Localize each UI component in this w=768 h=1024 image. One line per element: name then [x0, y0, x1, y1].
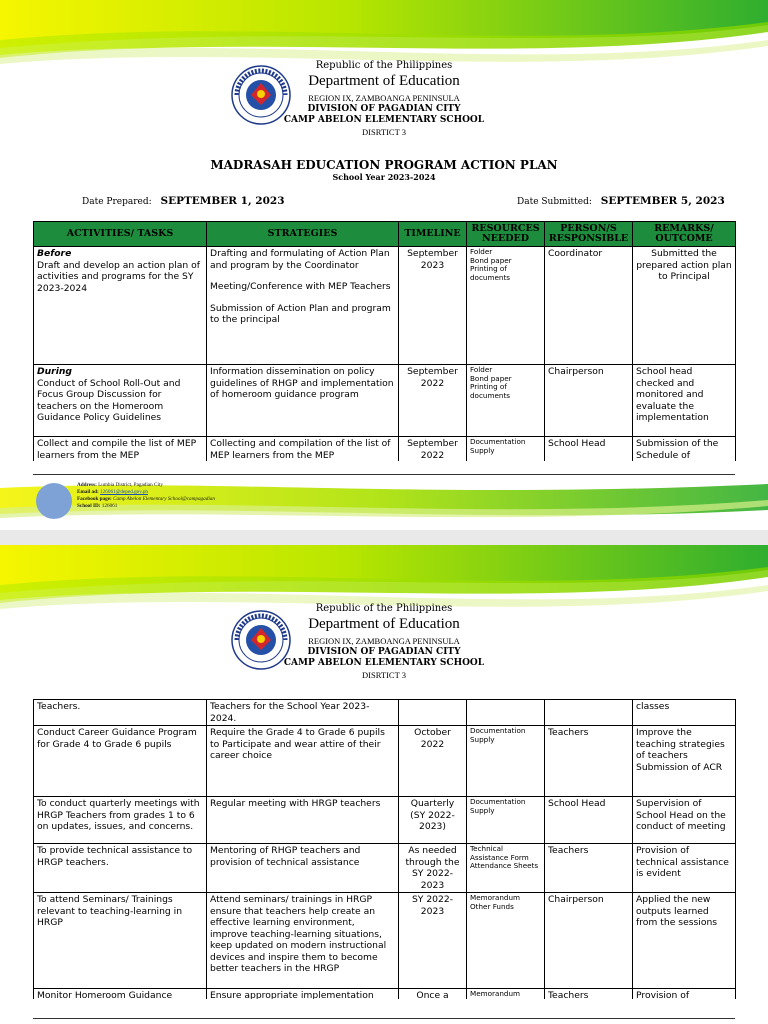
- date-prepared-value: SEPTEMBER 1, 2023: [160, 195, 285, 207]
- activity-cell: [34, 247, 207, 365]
- resources-cell: [467, 797, 545, 844]
- resource-item: Supply: [470, 734, 495, 744]
- footer-email-label: Email ad:: [77, 489, 99, 496]
- activity-cell: Conduct Career Guidance Program for Grade 4 to Grade 6 pupils: [34, 726, 207, 797]
- header-school: CAMP ABELON ELEMENTARY SCHOOL: [283, 658, 485, 668]
- timeline-cell: As needed through the SY 2022-2023: [399, 844, 467, 893]
- strategies-cell: Teachers for the School Year 2023-2024.: [207, 700, 399, 726]
- header-district: DISRTICT 3: [362, 670, 406, 680]
- school-year: School Year 2023-2024: [332, 172, 436, 182]
- action-plan-table-page-2-clip: [0, 699, 768, 999]
- resource-item: Bond paper: [470, 373, 512, 383]
- header-district: DISRTICT 3: [362, 127, 406, 137]
- table-row: [34, 247, 736, 365]
- column-header: ACTIVITIES/ TASKS: [34, 222, 207, 247]
- header-division: DIVISION OF PAGADIAN CITY: [307, 104, 461, 114]
- resources-cell: [467, 247, 545, 365]
- phase-label: Before: [37, 248, 72, 259]
- strategies-cell: Mentoring of RHGP teachers and provision of technical assistance: [207, 844, 399, 893]
- footer-address-label: Address:: [77, 482, 97, 488]
- resource-item: Folder: [470, 247, 493, 256]
- resource-item: Bond paper: [470, 255, 512, 265]
- remarks-cell: Applied the new outputs learned from the sessions: [633, 893, 736, 989]
- timeline-cell: Quarterly (SY 2022-2023): [399, 797, 467, 844]
- footer-address: Lumbia District, Pagadian City: [98, 482, 163, 488]
- person-cell: School Head: [545, 437, 633, 462]
- date-prepared-label: Date Prepared:: [82, 197, 152, 207]
- activity-cell: To provide technical assistance to HRGP teachers.: [34, 844, 207, 893]
- footer-email-link[interactable]: 126061@deped.gov.ph: [100, 489, 149, 496]
- resource-item: Documentation: [470, 437, 526, 446]
- activity-cell: Collect and compile the list of MEP learners from the MEP: [34, 437, 207, 462]
- remarks-cell: Provision of: [633, 989, 736, 1000]
- person-cell: Chairperson: [545, 365, 633, 437]
- resources-cell: [467, 893, 545, 989]
- activity-cell: To attend Seminars/ Trainings relevant to teaching-learning in HRGP: [34, 893, 207, 989]
- remarks-cell: Provision of technical assistance is evident: [633, 844, 736, 893]
- document-title: MADRASAH EDUCATION PROGRAM ACTION PLAN: [210, 158, 558, 172]
- resources-cell: [467, 700, 545, 726]
- phase-label: During: [37, 366, 72, 377]
- activity-cell: Monitor Homeroom Guidance: [34, 989, 207, 1000]
- page-gap: [0, 530, 768, 545]
- resource-item: Attendance Sheets: [470, 861, 539, 871]
- table-row: [34, 700, 736, 726]
- table-header-row: [34, 222, 736, 247]
- remarks-cell: Submission of the Schedule of: [633, 437, 736, 462]
- header-republic: Republic of the Philippines: [315, 60, 453, 71]
- strategy-text: Submission of Action Plan and program to the principal: [210, 302, 391, 325]
- timeline-cell: September 2022: [399, 437, 467, 462]
- column-header: RESOURCES NEEDED: [467, 222, 545, 247]
- header-division: DIVISION OF PAGADIAN CITY: [307, 647, 461, 657]
- resources-cell: [467, 844, 545, 893]
- resources-cell: [467, 726, 545, 797]
- table-row: [34, 365, 736, 437]
- footer-divider: [33, 1018, 735, 1019]
- footer-facebook: Camp Abelon Elementary School@campagadian: [113, 496, 215, 503]
- person-cell: Chairperson: [545, 893, 633, 989]
- table-row: [34, 893, 736, 989]
- footer-school-id: 126061: [101, 503, 118, 510]
- person-cell: Teachers: [545, 844, 633, 893]
- resource-item: Documentation: [470, 726, 526, 735]
- table-row: [34, 989, 736, 1000]
- activity-cell: To conduct quarterly meetings with HRGP Teachers from grades 1 to 6 on updates, issues, and concerns.: [34, 797, 207, 844]
- resource-item: Memorandum: [470, 893, 521, 902]
- action-plan-table: [33, 221, 736, 461]
- resource-item: Technical Assistance Form: [470, 844, 529, 862]
- date-submitted-label: Date Submitted:: [517, 197, 592, 207]
- header-region: REGION IX, ZAMBOANGA PENINSULA: [308, 636, 460, 646]
- column-header: TIMELINE: [399, 222, 467, 247]
- strategy-text: Meeting/Conference with MEP Teachers: [210, 281, 391, 292]
- action-plan-table-page-1-clip: [0, 221, 768, 461]
- remarks-cell: Improve the teaching strategies of teachers Submission of ACR: [633, 726, 736, 797]
- table-row: [34, 726, 736, 797]
- strategies-cell: [207, 437, 399, 462]
- person-cell: Teachers: [545, 989, 633, 1000]
- header-department: Department of Education: [308, 73, 460, 89]
- header-region: REGION IX, ZAMBOANGA PENINSULA: [308, 93, 460, 103]
- resources-cell: [467, 365, 545, 437]
- header-republic: Republic of the Philippines: [315, 603, 453, 614]
- timeline-cell: September 2023: [399, 247, 467, 365]
- remarks-cell: classes: [633, 700, 736, 726]
- timeline-cell: SY 2022-2023: [399, 893, 467, 989]
- resource-item: Memorandum: [470, 989, 521, 998]
- strategies-cell: [207, 247, 399, 365]
- table-row: [34, 844, 736, 893]
- strategies-cell: Require the Grade 4 to Grade 6 pupils to Participate and wear attire of their career choice: [207, 726, 399, 797]
- person-cell: Teachers: [545, 726, 633, 797]
- header-school: CAMP ABELON ELEMENTARY SCHOOL: [283, 115, 485, 125]
- resource-item: Printing of documents: [470, 382, 511, 400]
- footer-contact-info: [77, 482, 215, 510]
- activity-text: Draft and develop an action plan of activities and programs for the SY 2023-2024: [37, 259, 200, 294]
- footer-logo-placeholder: [36, 483, 72, 519]
- remarks-cell: Supervision of School Head on the conduct of meeting: [633, 797, 736, 844]
- remarks-cell: School head checked and monitored and evaluate the implementation: [633, 365, 736, 437]
- column-header: STRATEGIES: [207, 222, 399, 247]
- table-row: [34, 797, 736, 844]
- date-submitted-value: SEPTEMBER 5, 2023: [600, 195, 725, 207]
- person-cell: Coordinator: [545, 247, 633, 365]
- activity-cell: Teachers.: [34, 700, 207, 726]
- date-submitted: [517, 195, 725, 207]
- activity-cell: [34, 365, 207, 437]
- person-cell: School Head: [545, 797, 633, 844]
- resource-item: Printing of documents: [470, 264, 511, 282]
- footer-school-id-label: School ID:: [77, 503, 101, 510]
- resource-item: Supply: [470, 805, 495, 815]
- table-row: [34, 437, 736, 462]
- timeline-cell: October 2022: [399, 726, 467, 797]
- resource-item: Supply: [470, 445, 495, 455]
- timeline-cell: September 2022: [399, 365, 467, 437]
- column-header: PERSON/S RESPONSIBLE: [545, 222, 633, 247]
- person-cell: [545, 700, 633, 726]
- resource-item: Other Funds: [470, 901, 514, 911]
- resource-item: Folder: [470, 365, 493, 374]
- strategies-cell: Regular meeting with HRGP teachers: [207, 797, 399, 844]
- activity-text: Conduct of School Roll-Out and Focus Group Discussion for teachers on the Homeroom Guidance Policy Guidelines: [37, 377, 181, 423]
- remarks-cell: Submitted the prepared action plan to Principal: [633, 247, 736, 365]
- strategy-text: Collecting and compilation of the list of MEP learners from the MEP: [210, 438, 391, 461]
- date-prepared: [82, 195, 285, 207]
- footer-facebook-label: Facebook page:: [77, 496, 112, 503]
- strategy-text: Drafting and formulating of Action Plan and program by the Coordinator: [210, 248, 390, 271]
- column-header: REMARKS/ OUTCOME: [633, 222, 736, 247]
- strategies-cell: Attend seminars/ trainings in HRGP ensure that teachers help create an effective learning environment, improve teaching-learning situations, keep updated on modern instructional devices and inspire them to become better teachers in the HRGP: [207, 893, 399, 989]
- strategies-cell: Ensure appropriate implementation: [207, 989, 399, 1000]
- action-plan-table-continued: [33, 699, 736, 999]
- strategy-text: Information dissemination on policy guidelines of RHGP and implementation of homeroom guidance program: [210, 366, 394, 400]
- resource-item: Documentation: [470, 797, 526, 806]
- timeline-cell: Once a: [399, 989, 467, 1000]
- strategies-cell: [207, 365, 399, 437]
- resources-cell: [467, 989, 545, 1000]
- resources-cell: [467, 437, 545, 462]
- header-department: Department of Education: [308, 616, 460, 632]
- timeline-cell: [399, 700, 467, 726]
